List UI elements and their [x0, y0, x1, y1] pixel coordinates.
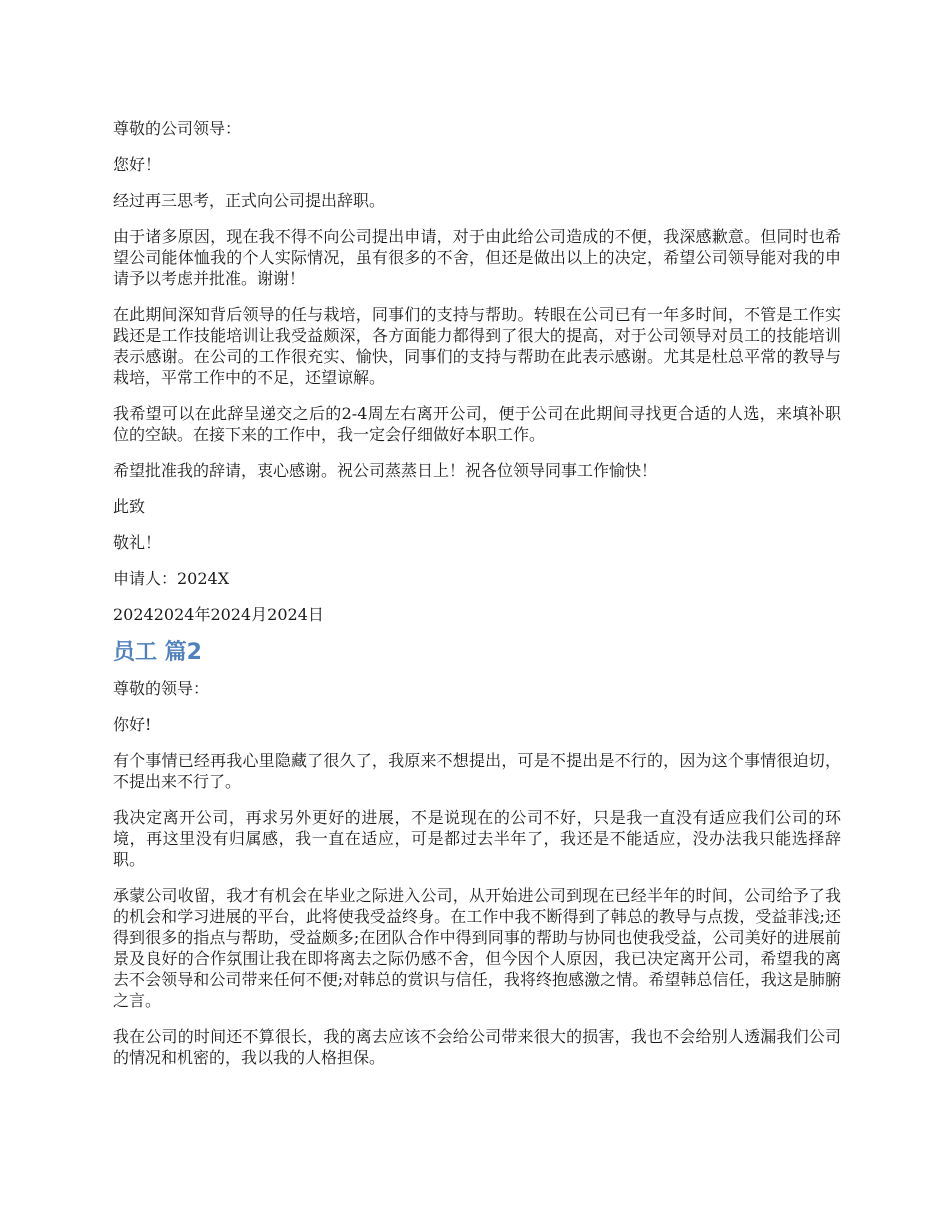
greeting: 您好！: [113, 155, 162, 174]
paragraph: 有个事情已经再我心里隐藏了很久了，我原来不想提出，可是不提出是不行的，因为这个事情很迫切，不提出来不行了。: [113, 751, 841, 791]
paragraph: 我在公司的时间还不算很长，我的离去应该不会给公司带来很大的损害，我也不会给别人透漏我们公司的情况和机密的，我以我的人格担保。: [113, 1027, 841, 1067]
section-heading: 员工 篇2: [113, 640, 202, 665]
closing-line: 此致: [113, 497, 146, 516]
paragraph: 经过再三思考，正式向公司提出辞职。: [113, 191, 386, 210]
closing-line: 敬礼！: [113, 533, 162, 552]
paragraph: 我希望可以在此辞呈递交之后的2-4周左右离开公司，便于公司在此期间寻找更合适的人选，来填补职位的空缺。在接下来的工作中，我一定会仔细做好本职工作。: [113, 404, 841, 444]
paragraph: 希望批准我的辞请，衷心感谢。祝公司蒸蒸日上！祝各位领导同事工作愉快！: [113, 461, 658, 480]
greeting: 你好!: [113, 715, 152, 734]
salutation: 尊敬的领导：: [113, 679, 210, 698]
salutation: 尊敬的公司领导：: [113, 119, 242, 138]
applicant-line: 申请人：2024X: [113, 569, 230, 588]
paragraph: 在此期间深知背后领导的任与栽培，同事们的支持与帮助。转眼在公司已有一年多时间，不管是工作实践还是工作技能培训让我受益颇深，各方面能力都得到了很大的提高，对于公司领导对员工的技能培训表示感谢。在公司的工作很充实、愉快，同事们的支持与帮助在此表示感谢。尤其是杜总平常的教导与栽培，平常工作中的不足，还望谅解。: [113, 305, 841, 387]
date-line: 20242024年2024月2024日: [113, 605, 324, 624]
paragraph: 我决定离开公司，再求另外更好的进展，不是说现在的公司不好，只是我一直没有适应我们公司的环境，再这里没有归属感，我一直在适应，可是都过去半年了，我还是不能适应，没办法我只能选择辞职。: [113, 808, 841, 869]
paragraph: 承蒙公司收留，我才有机会在毕业之际进入公司，从开始进公司到现在已经半年的时间，公司给予了我的机会和学习进展的平台，此将使我受益终身。在工作中我不断得到了韩总的教导与点拨，受益菲浅;还得到很多的指点与帮助，受益颇多;在团队合作中得到同事的帮助与协同也使我受益，公司美好的进展前景及良好的合作氛围让我在即将离去之际仍感不舍，但今因个人原因，我已决定离开公司，希望我的离去不会领导和公司带来任何不便;对韩总的赏识与信任，我将终抱感激之情。希望韩总信任，我这是肺腑之言。: [113, 886, 841, 1010]
document-page: [113, 118, 841, 1083]
paragraph: 由于诸多原因，现在我不得不向公司提出申请，对于由此给公司造成的不便，我深感歉意。但同时也希望公司能体恤我的个人实际情况，虽有很多的不舍，但还是做出以上的决定，希望公司领导能对我的申请予以考虑并批准。谢谢！: [113, 227, 841, 288]
